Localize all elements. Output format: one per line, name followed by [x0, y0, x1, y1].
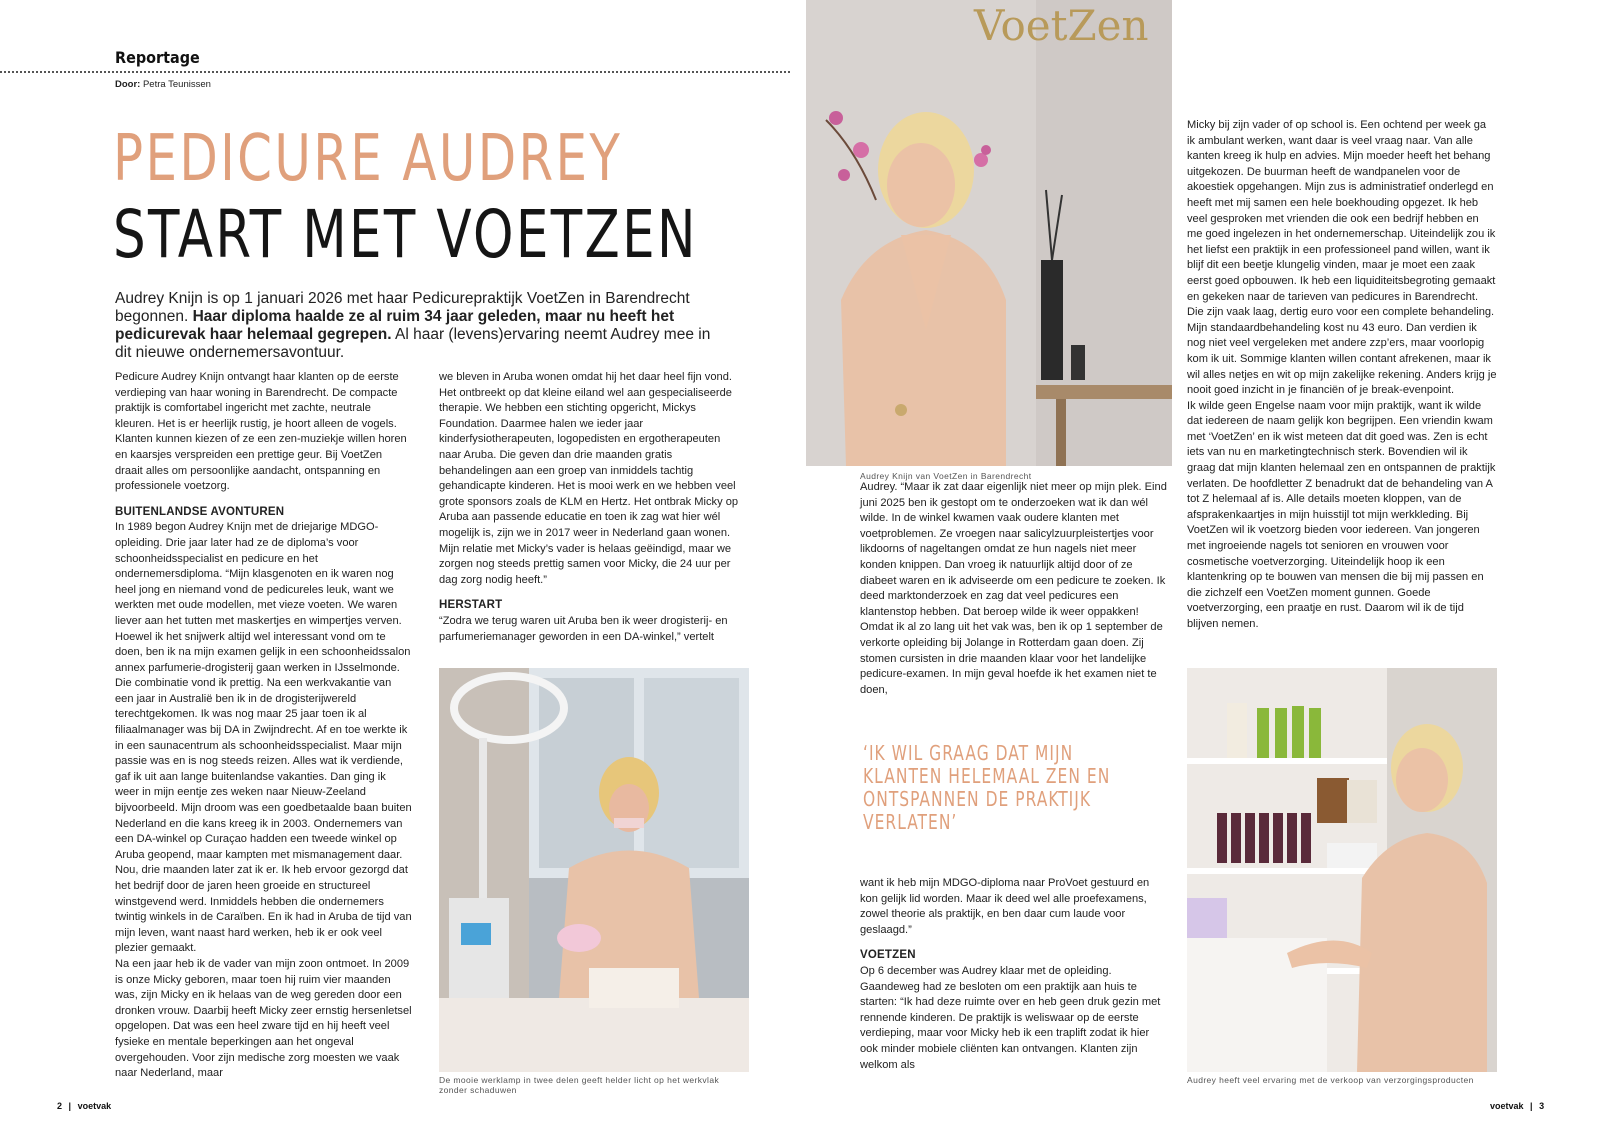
paragraph: Ik wilde geen Engelse naam voor mijn praktijk, want ik wilde dat iedereen de naam gelijk kon begrijpen. Een vriendin kwam met ‘VoetZen’ en ik wist meteen dat dit goed was. Zen is echt iets van nu en marketingtechnisch sterk. Bovendien wil ik graag dat mijn klanten helemaal zen en ontspannen de praktijk verlaten. De hoofdletter Z benadrukt dat de behandeling van A tot Z helemaal af is. Alle details moeten kloppen, van de afsprakenkaartjes in mijn huisstijl tot mijn werkkleding. Bij VoetZen wil ik voetzorg bieden voor iedereen. Van jongeren met ingroeiende nagels tot senioren en vrouwen voor cosmetische voetverzorging. Uiteindelijk hoop ik een klantenkring op te bouwen van mensen die bij mij passen en die zichzelf een VoetZen moment gunnen. Goede voetverzorging, een praatje en rust. Daarom wil ik de tijd blijven nemen. — [1187, 399, 1496, 630]
photo-treatment-caption: De mooie werklamp in twee delen geeft helder licht op het werkvlak zonder schaduwen — [439, 1075, 720, 1095]
subheading-herstart: HERSTART — [439, 599, 503, 612]
footer-left: 2 | voetvak — [57, 1101, 112, 1111]
intro-bold: Haar diploma haalde ze al ruim 34 jaar geleden, maar nu heeft het pedicurevak haar helemaal gegrepen. — [115, 308, 675, 343]
photo-products — [1187, 668, 1497, 1072]
voetzen-sign: VoetZen — [974, 1, 1149, 50]
magazine-name: voetvak — [77, 1101, 112, 1111]
photo-treatment — [439, 668, 749, 1072]
intro-text-1: Audrey Knijn is op 1 januari 2026 met haar Pedicurepraktijk VoetZen in Barendrecht begonnen. — [115, 290, 690, 325]
byline — [115, 79, 211, 90]
pull-quote: ‘IK WIL GRAAG DAT MIJN KLANTEN HELEMAAL ZEN EN ONTSPANNEN DE PRAKTIJK VERLATEN’ — [863, 741, 1111, 834]
paragraph: Micky bij zijn vader of op school is. Een ochtend per week ga ik ambulant werken, want daar is veel vraag naar. Van alle kanten kreeg ik hulp en advies. Mijn moeder heeft het behang uitgekozen. De buurman heeft de wandpanelen voor de akoestiek opgehangen. Mijn zus is administratief onderlegd en heeft met mij samen een hele boekhouding opgezet. Ik heb veel gesproken met vrienden die ook een bedrijf hebben en me goed ingelezen in het ondernemerschap. Uiteindelijk zou ik het liefst een praktijk in een professioneel pand willen, want ik blijf dit een beetje klungelig vinden, maar je moet een zaak eerst goed opbouwen. Ik heb een liquiditeitsbegroting gemaakt en gekeken naar de tarieven van pedicures in Barendrecht. Die zijn vaak laag, dertig euro voor een complete behandeling. Mijn standaardbehandeling kost nu 43 euro. Dan verdien ik nog niet veel vergeleken met andere zzp’ers, maar voorlopig kom ik uit. Sommige klanten willen contant afrekenen, maar ik wil alles netjes en wit op mijn zakelijke rekening. Anders krijg je nooit goed inzicht in je financiën of je break-evenpoint. — [1187, 119, 1497, 397]
intro-text-2: Al haar (levens)ervaring neemt Audrey mee in dit nieuwe ondernemersavontuur. — [115, 326, 711, 361]
photo-products-caption: Audrey heeft veel ervaring met de verkoop van verzorgingsproducten — [1187, 1075, 1474, 1085]
byline-label: Door: — [115, 79, 141, 90]
intro-paragraph — [115, 290, 715, 362]
paragraph: In 1989 begon Audrey Knijn met de driejarige MDGO-opleiding. Drie jaar later had ze de diploma’s voor schoonheidsspecialist en pedicure en het ondernemersdiploma. “Mijn klasgenoten en ik waren nog heel jong en niemand vond de pedicureles leuk, want we werkten met oude modellen, met vieze voeten. We waren liever aan het tutten met maskertjes en wimpertjes verven. Hoewel ik het snijwerk altijd wel interessant vond om te doen, ben ik na mijn examen gelijk in een schoonheidssalon annex parfumerie-drogisterij gaan werken in IJsselmonde. Die combinatie vond ik prettig. Na een werkvakantie van een jaar in Australië ben ik in de drogisterijwereld terechtgekomen. Ik was nog maar 25 jaar toen ik al filiaalmanager was bij DA in Zwijndrecht. Af en toe werkte ik in een saunacentrum als schoonheidsspecialist. Maar mijn passie was en is nog steeds reizen. Alles wat ik verdiende, gaf ik uit aan lange buitenlandse vakanties. Dan ging ik weer in mijn eentje zes weken naar Nieuw-Zeeland bijvoorbeeld. Mijn droom was een goedbetaalde baan buiten Nederland en die kans kreeg ik in 2003. Ondernemers van een DA-winkel op Curaçao hadden een tweede winkel op Aruba geopend, maar kampten met mismanagement daar. Nou, drie maanden later zat ik er. Ik heb ervoor gezorgd dat het bedrijf door de jaren heen groeide en structureel winstgevend werd. Inmiddels hebben die ondernemers twintig winkels in de Caraïben. En ik had in Aruba de tijd van mijn leven, want naast hard werken, heb ik er ook veel plezier gemaakt. — [115, 521, 412, 955]
header-divider — [0, 71, 790, 73]
subheading-voetzen: VOETZEN — [860, 949, 916, 962]
section-label: Reportage — [115, 48, 200, 67]
page-number: 3 — [1539, 1101, 1545, 1111]
paragraph: Pedicure Audrey Knijn ontvangt haar klanten op de eerste verdieping van haar woning in Barendrecht. De compacte praktijk is comfortabel ingericht met zachte, neutrale kleuren. Het is er heerlijk rustig, je hoort alleen de vogels. Klanten kunnen kiezen of ze een zen-muziekje willen horen en kaarsjes verspreiden een prettige geur. Bij VoetZen draait alles om persoonlijke aandacht, ontspanning en professionele voetzorg. — [115, 371, 407, 493]
page-number: 2 — [57, 1101, 63, 1111]
footer-right: voetvak | 3 — [1490, 1101, 1545, 1111]
magazine-name: voetvak — [1490, 1101, 1524, 1111]
paragraph: Audrey. “Maar ik zat daar eigenlijk niet meer op mijn plek. Eind juni 2025 ben ik gestopt om te onderzoeken wat ik dan wél wilde. In de winkel kwamen vaak oudere klanten met voetproblemen. Ze vroegen naar salicylzuurpleistertjes voor likdoorns of nageltangen omdat ze hun nagels niet meer konden knippen. Dan vroeg ik natuurlijk altijd door of ze diabeet waren en ik adviseerde om een pedicure te zoeken. Ik deed marktonderzoek en zag dat veel pedicures een klantenstop hebben. Dat beroep wilde ik weer oppakken! Omdat ik al zo lang uit het vak was, ben ik op 1 september de verkorte opleiding bij Jolange in Rotterdam gaan doen. Zij stomen cursisten in drie maanden klaar voor het landelijke pedicure-examen. In mijn geval hoefde ik het examen niet te doen, — [860, 481, 1167, 696]
article-column-1 — [115, 370, 412, 1082]
paragraph: want ik heb mijn MDGO-diploma naar ProVoet gestuurd en kon gelijk lid worden. Maar ik deed wel alle proefexamens, zowel theorie als praktijk, en ben daar cum laude voor geslaagd.” — [860, 877, 1150, 936]
paragraph: we bleven in Aruba wonen omdat hij het daar heel fijn vond. Het ontbreekt op dat kleine eiland wel aan gespecialiseerde therapie. We hebben een stichting opgericht, Mickys Foundation. Daarmee halen we ieder jaar kinderfysiotherapeuten, logopedisten en ergotherapeuten naar Aruba. Die geven dan drie maanden gratis behandelingen aan een groep van inmiddels tachtig gehandicapte kinderen. Het is mooi werk en we hebben veel grote sponsors zoals de KLM en Hertz. Het ontbrak Micky op Aruba aan passende educatie en toen ik zag wat hier wél mogelijk is, zijn we in 2017 weer in Nederland gaan wonen. Mijn relatie met Micky’s vader is helaas geëindigd, maar we zorgen nog steeds prettig samen voor Micky, die 24 uur per dag zorg nodig heeft.” — [439, 371, 739, 586]
article-column-2 — [439, 370, 744, 645]
photo-portrait-illustration — [806, 0, 1172, 466]
paragraph: “Zodra we terug waren uit Aruba ben ik weer drogisterij- en parfumeriemanager geworden in een DA-winkel,” vertelt — [439, 614, 728, 643]
paragraph: Na een jaar heb ik de vader van mijn zoon ontmoet. In 2009 is onze Micky geboren, maar toen hij ruim vier maanden was, zijn Micky en ik helaas van de weg gereden door een dronken vrouw. Daarbij heeft Micky zeer ernstig hersenletsel opgelopen. Dat was een heel zware tijd en hij heeft veel fysieke en mentale beperkingen aan het ongeval overgehouden. Voor zijn medische zorg moesten we vaak naar Nederland, maar — [115, 957, 412, 1080]
headline-line-2: START MET VOETZEN — [113, 196, 698, 273]
photo-portrait — [806, 0, 1172, 466]
article-column-4 — [1187, 118, 1497, 633]
article-column-3-continued — [860, 876, 1170, 1073]
photo-portrait-caption: Audrey Knijn van VoetZen in Barendrecht — [860, 471, 1032, 481]
subheading-buitenlandse-avonturen: BUITENLANDSE AVONTUREN — [115, 505, 285, 518]
photo-products-illustration — [1187, 668, 1497, 1072]
photo-treatment-illustration — [439, 668, 749, 1072]
article-column-3 — [860, 480, 1170, 698]
headline-line-1: PEDICURE AUDREY — [113, 122, 623, 196]
paragraph: Op 6 december was Audrey klaar met de opleiding. Gaandeweg had ze besloten om een praktijk aan huis te starten: “Ik had deze ruimte over en heb geen druk gezin met rennende kinderen. De praktijk is weliswaar op de eerste verdieping, maar voor Micky heb ik een traplift zodat ik hier ook minder mobiele cliënten kan ontvangen. Klanten zijn welkom als — [860, 964, 1161, 1071]
byline-name: Petra Teunissen — [142, 79, 211, 90]
